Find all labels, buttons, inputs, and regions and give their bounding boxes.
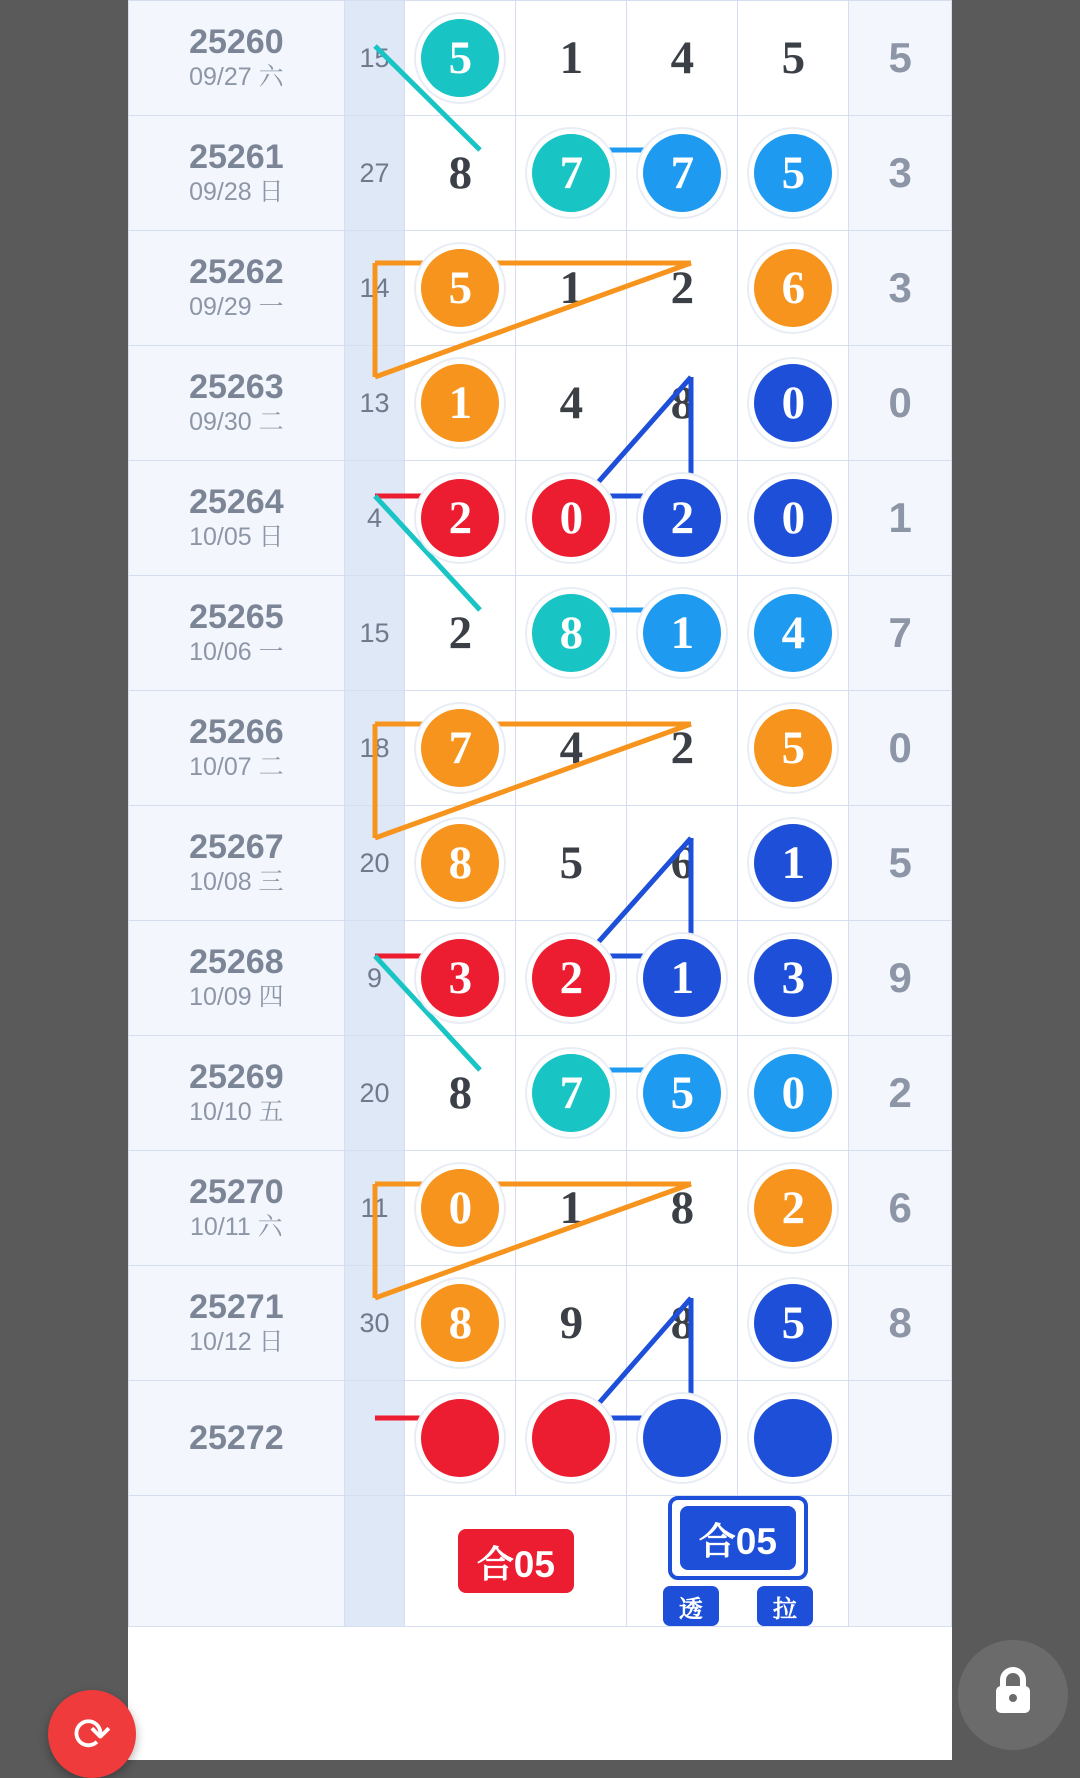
prediction-ball-blue xyxy=(643,1399,721,1477)
ball-cell[interactable] xyxy=(738,576,849,691)
ball-teal: 7 xyxy=(532,134,610,212)
last-digit-cell xyxy=(849,921,952,1036)
issue-date: 10/07 二 xyxy=(189,752,284,781)
issue-cell xyxy=(129,576,345,691)
sum-cell xyxy=(344,461,405,576)
ball-cell[interactable] xyxy=(516,461,627,576)
blue-tag-cell[interactable] xyxy=(627,1496,849,1627)
ball-orange: 8 xyxy=(421,824,499,902)
ball-cell[interactable] xyxy=(405,1036,516,1151)
table-row[interactable] xyxy=(129,921,952,1036)
refresh-button[interactable] xyxy=(48,1690,136,1778)
table-row[interactable] xyxy=(129,691,952,806)
sum-cell xyxy=(344,806,405,921)
last-digit-value: 3 xyxy=(888,264,912,311)
last-digit-cell xyxy=(849,231,952,346)
ball-light_blue: 0 xyxy=(754,1054,832,1132)
ball-cell[interactable] xyxy=(627,921,738,1036)
last-digit-value: 9 xyxy=(888,954,912,1001)
prediction-ball-cell[interactable] xyxy=(405,1381,516,1496)
ball-cell[interactable] xyxy=(738,461,849,576)
ball-orange: 8 xyxy=(421,1284,499,1362)
blue-sum-tag[interactable]: 合05 xyxy=(680,1506,796,1570)
prediction-last-cell xyxy=(849,1381,952,1496)
issue-date: 09/28 日 xyxy=(189,177,284,206)
tag-row[interactable] xyxy=(129,1496,952,1627)
ball-blue: 1 xyxy=(643,939,721,1017)
ball-cell[interactable] xyxy=(405,806,516,921)
ball-cell[interactable] xyxy=(627,231,738,346)
sum-cell xyxy=(344,691,405,806)
issue-date: 09/30 二 xyxy=(189,407,284,436)
last-digit-cell xyxy=(849,1151,952,1266)
ball-cell[interactable] xyxy=(516,806,627,921)
prediction-sum-cell xyxy=(344,1381,405,1496)
lock-button[interactable] xyxy=(958,1640,1068,1750)
last-digit-cell xyxy=(849,116,952,231)
ball-blue: 0 xyxy=(754,364,832,442)
sum-cell xyxy=(344,346,405,461)
ball-light_blue: 5 xyxy=(643,1054,721,1132)
prediction-issue-cell xyxy=(129,1381,345,1496)
issue-cell xyxy=(129,1151,345,1266)
sum-value: 15 xyxy=(359,617,390,648)
sum-value: 14 xyxy=(359,272,390,303)
ball-cell[interactable] xyxy=(627,461,738,576)
ball-cell[interactable] xyxy=(516,346,627,461)
ball-orange: 5 xyxy=(421,249,499,327)
plain-number: 4 xyxy=(559,377,584,429)
ball-cell[interactable] xyxy=(516,1036,627,1151)
lottery-table xyxy=(128,0,952,1627)
issue-date: 09/27 六 xyxy=(189,62,284,91)
plain-number: 1 xyxy=(559,1182,584,1234)
table-row[interactable] xyxy=(129,1266,952,1381)
sum-value: 27 xyxy=(359,157,390,188)
ball-blue: 1 xyxy=(754,824,832,902)
plain-number: 8 xyxy=(670,1297,695,1349)
last-digit-value: 5 xyxy=(888,839,912,886)
ball-light_blue: 5 xyxy=(754,134,832,212)
ball-cell[interactable] xyxy=(738,231,849,346)
sum-cell xyxy=(344,1036,405,1151)
blue-sum-tag-border xyxy=(668,1496,808,1580)
issue-number: 25266 xyxy=(189,713,284,752)
issue-date: 10/11 六 xyxy=(190,1212,283,1241)
last-digit-cell xyxy=(849,346,952,461)
issue-date: 09/29 一 xyxy=(189,292,284,321)
ball-cell[interactable] xyxy=(627,576,738,691)
ball-orange: 1 xyxy=(421,364,499,442)
issue-cell xyxy=(129,1036,345,1151)
plain-number: 2 xyxy=(670,262,695,314)
issue-cell xyxy=(129,921,345,1036)
ball-cell[interactable] xyxy=(516,116,627,231)
ball-cell[interactable] xyxy=(405,346,516,461)
plain-number: 2 xyxy=(670,722,695,774)
ball-orange: 6 xyxy=(754,249,832,327)
issue-number: 25268 xyxy=(189,943,284,982)
table-row[interactable] xyxy=(129,231,952,346)
issue-date: 10/10 五 xyxy=(189,1097,284,1126)
plain-number: 6 xyxy=(670,837,695,889)
ball-red: 2 xyxy=(421,479,499,557)
plain-number: 8 xyxy=(448,147,473,199)
ball-cell[interactable] xyxy=(738,921,849,1036)
issue-number: 25265 xyxy=(189,598,284,637)
prediction-ball-cell[interactable] xyxy=(516,1381,627,1496)
issue-number: 25270 xyxy=(189,1173,284,1212)
issue-number: 25262 xyxy=(189,253,284,292)
blue-tag-right-pill[interactable]: 拉 xyxy=(757,1586,813,1626)
plain-number: 2 xyxy=(448,607,473,659)
last-digit-cell xyxy=(849,806,952,921)
prediction-ball-red xyxy=(421,1399,499,1477)
ball-cell[interactable] xyxy=(627,691,738,806)
last-digit-value: 6 xyxy=(888,1184,912,1231)
sum-cell xyxy=(344,1266,405,1381)
issue-cell xyxy=(129,461,345,576)
ball-cell[interactable] xyxy=(405,461,516,576)
sum-cell xyxy=(344,576,405,691)
last-digit-value: 1 xyxy=(888,494,912,541)
ball-cell[interactable] xyxy=(627,1,738,116)
table-row[interactable] xyxy=(129,806,952,921)
issue-cell xyxy=(129,1266,345,1381)
issue-number: 25264 xyxy=(189,483,284,522)
prediction-ball-cell[interactable] xyxy=(627,1381,738,1496)
ball-light_blue: 7 xyxy=(643,134,721,212)
ball-cell[interactable] xyxy=(405,1,516,116)
sum-value: 13 xyxy=(359,387,390,418)
issue-date: 10/09 四 xyxy=(189,982,284,1011)
ball-cell[interactable] xyxy=(516,1151,627,1266)
ball-teal: 5 xyxy=(421,19,499,97)
ball-cell[interactable] xyxy=(738,1,849,116)
issue-number: 25271 xyxy=(189,1288,284,1327)
ball-cell[interactable] xyxy=(627,1151,738,1266)
red-tag-cell[interactable] xyxy=(405,1496,627,1627)
ball-cell[interactable] xyxy=(738,346,849,461)
prediction-ball-cell[interactable] xyxy=(738,1381,849,1496)
ball-cell[interactable] xyxy=(738,1151,849,1266)
plain-number: 1 xyxy=(559,262,584,314)
last-digit-value: 2 xyxy=(888,1069,912,1116)
tag-sum-cell xyxy=(344,1496,405,1627)
last-digit-value: 0 xyxy=(888,724,912,771)
last-digit-cell xyxy=(849,691,952,806)
red-sum-tag[interactable]: 合05 xyxy=(458,1529,574,1593)
issue-cell xyxy=(129,691,345,806)
ball-cell[interactable] xyxy=(627,806,738,921)
ball-cell[interactable] xyxy=(738,116,849,231)
last-digit-value: 3 xyxy=(888,149,912,196)
ball-teal: 8 xyxy=(532,594,610,672)
issue-number: 25263 xyxy=(189,368,284,407)
sum-value: 11 xyxy=(360,1192,389,1223)
ball-cell[interactable] xyxy=(405,1151,516,1266)
table-row[interactable] xyxy=(129,1151,952,1266)
blue-tag-left-pill[interactable]: 透 xyxy=(663,1586,719,1626)
table-row[interactable] xyxy=(129,346,952,461)
ball-red: 2 xyxy=(532,939,610,1017)
tag-last-cell xyxy=(849,1496,952,1627)
plain-number: 9 xyxy=(559,1297,584,1349)
issue-number: 25269 xyxy=(189,1058,284,1097)
ball-cell[interactable] xyxy=(738,1266,849,1381)
ball-orange: 0 xyxy=(421,1169,499,1247)
plain-number: 4 xyxy=(670,32,695,84)
lottery-chart-sheet xyxy=(128,0,952,1760)
ball-light_blue: 1 xyxy=(643,594,721,672)
last-digit-value: 0 xyxy=(888,379,912,426)
ball-cell[interactable] xyxy=(516,1266,627,1381)
ball-cell[interactable] xyxy=(516,691,627,806)
ball-orange: 7 xyxy=(421,709,499,787)
ball-cell[interactable] xyxy=(516,921,627,1036)
last-digit-cell xyxy=(849,1266,952,1381)
ball-cell[interactable] xyxy=(627,1036,738,1151)
ball-orange: 2 xyxy=(754,1169,832,1247)
table-row[interactable] xyxy=(129,1036,952,1151)
sum-value: 20 xyxy=(359,1077,390,1108)
ball-teal: 7 xyxy=(532,1054,610,1132)
issue-number: 25267 xyxy=(189,828,284,867)
issue-date: 10/06 一 xyxy=(189,637,284,666)
sum-value: 4 xyxy=(367,502,383,533)
issue-date: 10/12 日 xyxy=(189,1327,284,1356)
plain-number: 4 xyxy=(559,722,584,774)
issue-number: 25261 xyxy=(189,138,284,177)
ball-cell[interactable] xyxy=(738,691,849,806)
plain-number: 8 xyxy=(670,377,695,429)
ball-cell[interactable] xyxy=(405,1266,516,1381)
sum-value: 18 xyxy=(359,732,390,763)
sum-value: 15 xyxy=(359,42,390,73)
prediction-issue-number: 25272 xyxy=(189,1418,284,1457)
last-digit-cell xyxy=(849,1036,952,1151)
ball-blue: 2 xyxy=(643,479,721,557)
sum-cell xyxy=(344,116,405,231)
sum-cell xyxy=(344,921,405,1036)
ball-blue: 0 xyxy=(754,479,832,557)
ball-cell[interactable] xyxy=(627,346,738,461)
sum-value: 9 xyxy=(367,962,383,993)
prediction-ball-blue xyxy=(754,1399,832,1477)
last-digit-value: 7 xyxy=(888,609,912,656)
refresh-icon: ⟳ xyxy=(72,1708,112,1760)
ball-cell[interactable] xyxy=(516,231,627,346)
issue-cell xyxy=(129,1,345,116)
table-row[interactable] xyxy=(129,461,952,576)
plain-number: 8 xyxy=(670,1182,695,1234)
plain-number: 8 xyxy=(448,1067,473,1119)
sum-value: 30 xyxy=(359,1307,390,1338)
issue-number: 25260 xyxy=(189,23,284,62)
last-digit-value: 5 xyxy=(888,34,912,81)
ball-orange: 5 xyxy=(754,709,832,787)
ball-cell[interactable] xyxy=(627,1266,738,1381)
prediction-ball-red xyxy=(532,1399,610,1477)
ball-cell[interactable] xyxy=(516,576,627,691)
ball-cell[interactable] xyxy=(405,576,516,691)
ball-blue: 3 xyxy=(754,939,832,1017)
issue-date: 10/05 日 xyxy=(189,522,284,551)
last-digit-cell xyxy=(849,1,952,116)
lock-icon xyxy=(990,1665,1036,1726)
issue-cell xyxy=(129,231,345,346)
issue-date: 10/08 三 xyxy=(189,867,284,896)
ball-blue: 5 xyxy=(754,1284,832,1362)
ball-cell[interactable] xyxy=(627,116,738,231)
plain-number: 1 xyxy=(559,32,584,84)
sum-cell xyxy=(344,231,405,346)
ball-cell[interactable] xyxy=(405,231,516,346)
ball-red: 3 xyxy=(421,939,499,1017)
ball-light_blue: 4 xyxy=(754,594,832,672)
tag-issue-cell xyxy=(129,1496,345,1627)
prediction-row[interactable] xyxy=(129,1381,952,1496)
issue-cell xyxy=(129,116,345,231)
table-row[interactable] xyxy=(129,1,952,116)
plain-number: 5 xyxy=(559,837,584,889)
issue-cell xyxy=(129,346,345,461)
sum-cell xyxy=(344,1,405,116)
ball-cell[interactable] xyxy=(738,1036,849,1151)
ball-red: 0 xyxy=(532,479,610,557)
plain-number: 5 xyxy=(781,32,806,84)
sum-cell xyxy=(344,1151,405,1266)
ball-cell[interactable] xyxy=(405,116,516,231)
ball-cell[interactable] xyxy=(738,806,849,921)
sum-value: 20 xyxy=(359,847,390,878)
table-row[interactable] xyxy=(129,116,952,231)
last-digit-value: 8 xyxy=(888,1299,912,1346)
ball-cell[interactable] xyxy=(405,691,516,806)
ball-cell[interactable] xyxy=(516,1,627,116)
last-digit-cell xyxy=(849,576,952,691)
ball-cell[interactable] xyxy=(405,921,516,1036)
table-row[interactable] xyxy=(129,576,952,691)
issue-cell xyxy=(129,806,345,921)
last-digit-cell xyxy=(849,461,952,576)
